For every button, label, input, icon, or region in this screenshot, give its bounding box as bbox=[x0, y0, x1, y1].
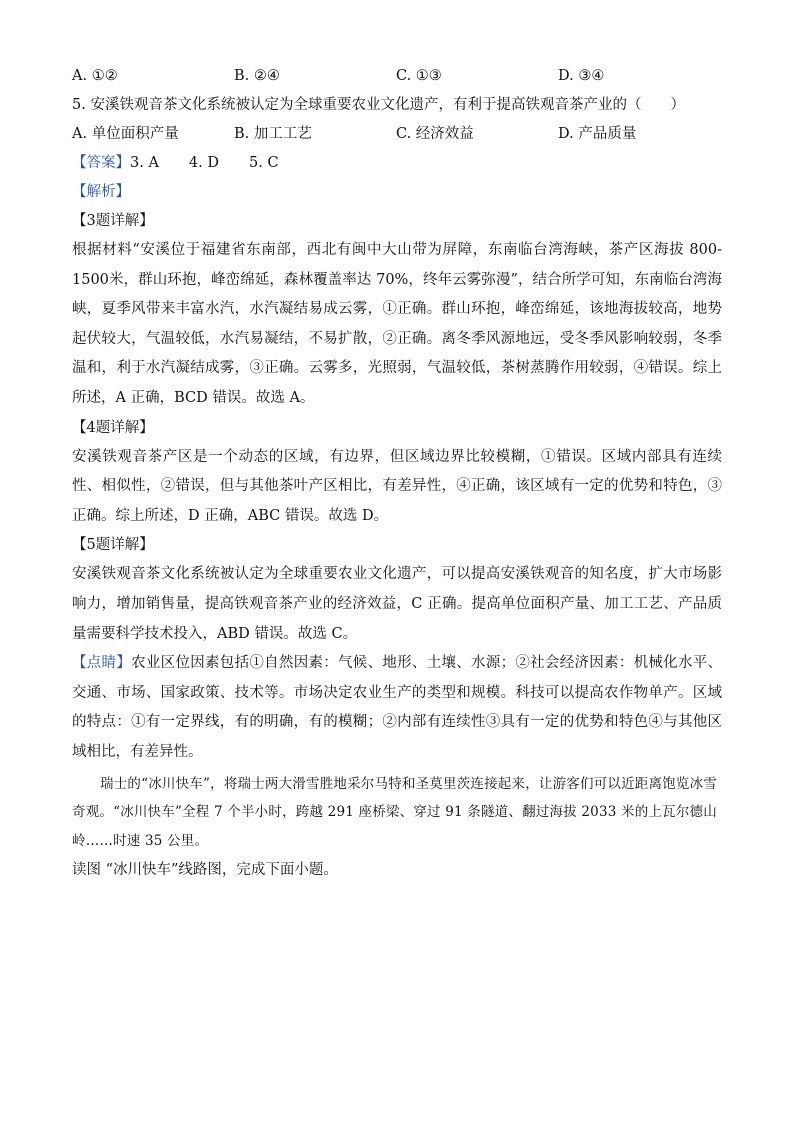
q4-option-d: D. ③④ bbox=[558, 68, 605, 84]
material-paragraph: 瑞士的“冰川快车”，将瑞士两大滑雪胜地采尔马特和圣莫里茨连接起来，让游客们可以近距离饱览冰雪奇观。“冰川快车”全程 7 个半小时，跨越 291 座桥梁、穿过 91 条隧道、翻过海拔 2033 米的上瓦尔德山岭……时速 35 公里。 bbox=[72, 775, 718, 850]
answer-3: 3. A bbox=[130, 155, 159, 171]
document-page bbox=[72, 62, 722, 885]
tip-text: 农业区位因素包括①自然因素：气候、地形、土壤、水源；②社会经济因素：机械化水平、交通、市场、国家政策、技术等。市场决定农业生产的类型和规模。科技可以提高农作物单产。区域的特点：①有一定界线，有的明确，有的模糊；②内部有连续性③具有一定的优势和特色④与其他区域相比，有差异性。 bbox=[72, 655, 723, 760]
analysis-tag: 【解析】 bbox=[72, 184, 130, 200]
answer-line bbox=[72, 149, 722, 178]
q5-option-a: A. 单位面积产量 bbox=[72, 126, 179, 142]
q4-option-a: A. ①② bbox=[72, 68, 118, 84]
q5-stem: 5. 安溪铁观音茶文化系统被认定为全球重要农业文化遗产，有利于提高铁观音茶产业的（ ） bbox=[72, 97, 685, 113]
q5-option-c: C. 经济效益 bbox=[396, 126, 474, 142]
detail-4-text: 安溪铁观音茶产区是一个动态的区域，有边界，但区域边界比较模糊，①错误。区域内部具有连续性、相似性，②错误，但与其他茶叶产区相比，有差异性，④正确，该区域有一定的优势和特色，③正确。综上所述，D 正确，ABC 错误。故选 D。 bbox=[72, 448, 722, 524]
q5-options bbox=[72, 120, 722, 149]
instruction-line: 读图 “冰川快车”线路图，完成下面小题。 bbox=[72, 861, 338, 878]
q4-options bbox=[72, 62, 722, 91]
q4-option-c: C. ①③ bbox=[396, 68, 442, 84]
q5-option-d: D. 产品质量 bbox=[558, 126, 637, 142]
q4-option-b: B. ②④ bbox=[234, 68, 280, 84]
detail-3-text: 根据材料“安溪位于福建省东南部，西北有闽中大山带为屏障，东南临台湾海峡，茶产区海拔 800-1500米，群山环抱，峰峦绵延，森林覆盖率达 70%，终年云雾弥漫”，结合所学可知，东南临台湾海峡，夏季风带来丰富水汽，水汽凝结易成云雾，①正确。群山环抱，峰峦绵延，该地海拔较高，地势起伏较大，气温较低，水汽易凝结，不易扩散，②正确。离冬季风源地远，受冬季风影响较弱，冬季温和，利于水汽凝结成雾，③正确。云雾多，光照弱，气温较低，茶树蒸腾作用较弱，④错误。综上所述，A 正确，BCD 错误。故选 A。 bbox=[72, 242, 722, 406]
answer-4: 4. D bbox=[188, 155, 219, 171]
answer-5: 5. C bbox=[249, 155, 279, 171]
q5-option-b: B. 加工工艺 bbox=[234, 126, 312, 142]
detail-4-heading: 【4题详解】 bbox=[72, 419, 154, 436]
tip-tag: 【点睛】 bbox=[72, 655, 132, 672]
detail-3-heading: 【3题详解】 bbox=[72, 213, 154, 229]
detail-5-heading: 【5题详解】 bbox=[72, 537, 154, 554]
detail-5-text: 安溪铁观音茶文化系统被认定为全球重要农业文化遗产，可以提高安溪铁观音的知名度，扩大市场影响力，增加销售量，提高铁观音茶产业的经济效益，C 正确。提高单位面积产量、加工工艺、产品质量需要科学技术投入，ABD 错误。故选 C。 bbox=[72, 566, 722, 642]
answer-tag: 【答案】 bbox=[72, 155, 130, 171]
tip-paragraph bbox=[72, 649, 722, 767]
